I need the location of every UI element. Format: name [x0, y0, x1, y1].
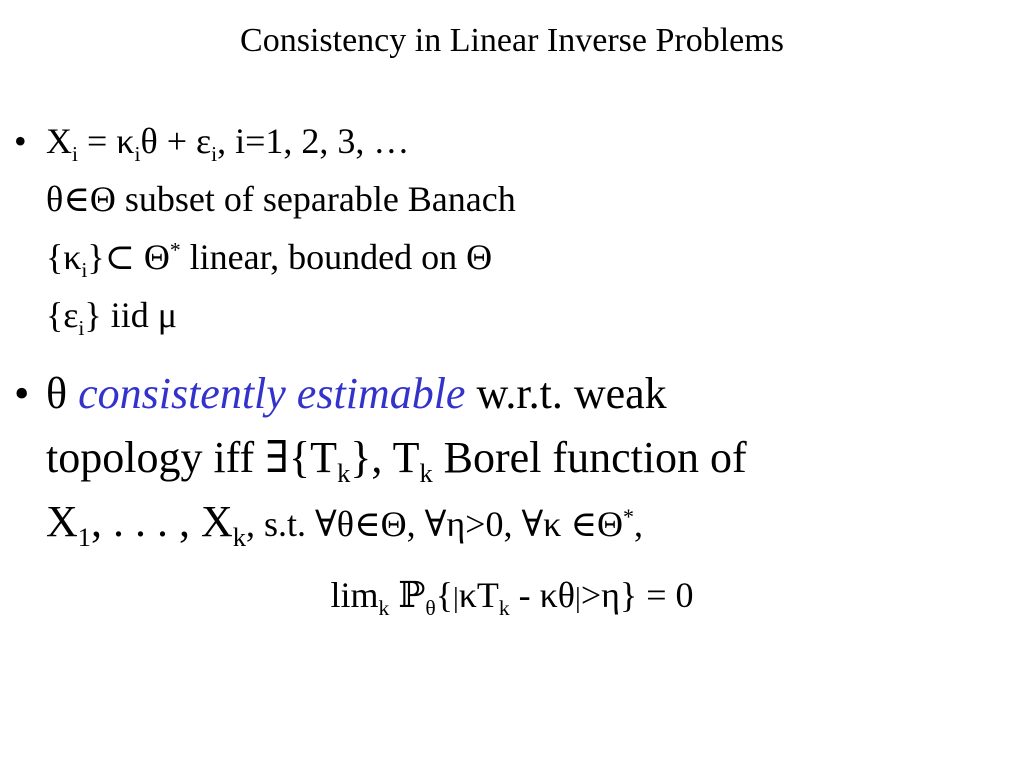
- subscript: 1: [77, 522, 91, 553]
- subscript: i: [211, 142, 218, 167]
- text-fragment: θ: [46, 369, 79, 418]
- subscript: i: [78, 316, 85, 341]
- subscript: k: [232, 522, 246, 553]
- subscript: k: [337, 458, 351, 489]
- bullet-1-body: [46, 112, 1006, 344]
- superscript: *: [622, 503, 634, 529]
- text-fragment: >η} = 0: [580, 575, 694, 615]
- emphasized-term: consistently estimable: [78, 369, 466, 418]
- bullet-marker: •: [14, 121, 27, 161]
- text-fragment: |: [575, 582, 581, 614]
- text-fragment: }, T: [350, 433, 420, 482]
- subscript: k: [378, 596, 390, 621]
- text-fragment: topology iff ∃{T: [46, 433, 338, 482]
- text-fragment: , s.t. ∀θ∈Θ, ∀η>0, ∀κ ∈Θ: [245, 504, 623, 544]
- definition-line-3: [46, 490, 1006, 556]
- text-fragment: = κ: [78, 121, 135, 161]
- text-fragment: } iid μ: [84, 295, 177, 335]
- superscript: *: [169, 238, 181, 263]
- text-fragment: ,: [633, 504, 643, 544]
- text-fragment: }⊂ Θ: [87, 237, 170, 277]
- subscript: k: [498, 596, 510, 621]
- bullet-2-body: [46, 362, 1006, 556]
- noise-line: [46, 286, 1006, 344]
- text-fragment: Borel function of: [432, 433, 747, 482]
- text-fragment: - κθ: [509, 575, 576, 615]
- subscript: i: [134, 142, 141, 167]
- bullet-marker: •: [14, 369, 30, 418]
- x-symbol: X: [46, 121, 72, 161]
- definition-line-1: [46, 362, 1006, 426]
- text-fragment: , i=1, 2, 3, …: [217, 121, 410, 161]
- text-fragment: θ + ε: [140, 121, 212, 161]
- text-fragment: w.r.t. weak: [465, 369, 667, 418]
- parameter-space-line: θ∈Θ subset of separable Banach: [46, 179, 516, 219]
- definition-line-2: [46, 426, 1006, 490]
- subscript: i: [72, 142, 78, 167]
- subscript: i: [81, 258, 88, 283]
- text-fragment: {ε: [46, 295, 79, 335]
- text-fragment: ℙ: [389, 575, 426, 615]
- subscript: k: [419, 458, 433, 489]
- subscript: θ: [425, 596, 436, 621]
- text-fragment: {κ: [46, 237, 82, 277]
- slide-title: Consistency in Linear Inverse Problems: [240, 22, 784, 59]
- text-fragment: |: [452, 582, 459, 614]
- text-fragment: κT: [458, 575, 499, 615]
- text-fragment: linear, bounded on Θ: [180, 237, 493, 277]
- functionals-line: [46, 228, 1006, 286]
- model-equation: [46, 112, 1006, 170]
- text-fragment: , . . . , X: [90, 497, 233, 546]
- text-fragment: {: [435, 575, 453, 615]
- text-fragment: X: [46, 497, 78, 546]
- consistency-formula: [0, 570, 1024, 623]
- text-fragment: lim: [330, 575, 379, 615]
